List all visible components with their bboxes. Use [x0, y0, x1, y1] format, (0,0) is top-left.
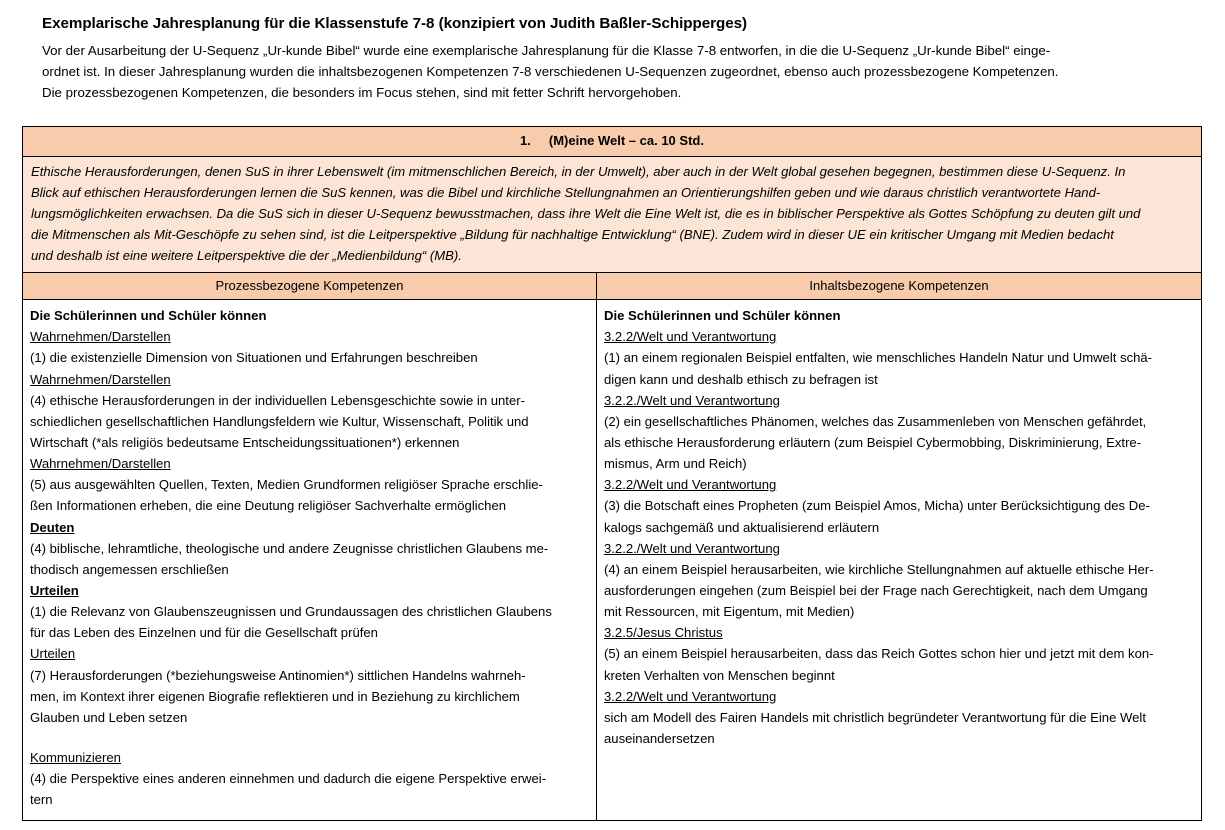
unit-number: 1. [520, 133, 531, 148]
competency-line: (4) biblische, lehramtliche, theologische und andere Zeugnisse christlichen Glaubens me- [30, 540, 549, 556]
column-lead-text: Die Schülerinnen und Schüler können [604, 308, 841, 324]
inhaltsbezogene-entry-list [604, 326, 1194, 749]
prozess-competency-heading [30, 643, 589, 664]
column-header-row [23, 273, 1201, 301]
competency-heading-text: 3.2.2/Welt und Verantwortung [604, 688, 777, 704]
unit-table [22, 126, 1202, 821]
competency-line: als ethische Herausforderung erläutern (zum Beispiel Cybermobbing, Diskriminierung, Extre- [604, 435, 1142, 451]
column-header-inhaltsbezogene: Inhaltsbezogene Kompetenzen [809, 277, 989, 293]
competency-line: (5) an einem Beispiel herausarbeiten, dass das Reich Gottes schon hier und jetzt mit dem kon- [604, 646, 1154, 662]
competency-heading-text: Wahrnehmen/Darstellen [30, 456, 171, 472]
competency-heading-text: 3.2.2/Welt und Verantwortung [604, 477, 777, 493]
unit-description [23, 157, 1201, 273]
competency-line: auseinandersetzen [604, 731, 715, 747]
competency-line: sich am Modell des Fairen Handels mit christlich begründeter Verantwortung für die Eine Welt [604, 709, 1146, 725]
competency-line: tern [30, 792, 53, 808]
competency-heading-text: 3.2.2/Welt und Verantwortung [604, 329, 777, 345]
prozess-competency-heading [30, 747, 589, 768]
intro-line: Die prozessbezogenen Kompetenzen, die besonders im Focus stehen, sind mit fetter Schrift hervorgehoben. [42, 85, 682, 101]
competency-heading-text: Urteilen [30, 583, 79, 599]
prozess-competency-heading [30, 517, 589, 538]
inhaltsbezogene-cell [597, 300, 1201, 820]
heading-block [0, 0, 1225, 103]
competency-line: (4) die Perspektive eines anderen einnehmen und dadurch die eigene Perspektive erwei- [30, 771, 547, 787]
prozessbezogene-cell [23, 300, 597, 820]
prozess-competency-heading [30, 580, 589, 601]
column-lead-text: Die Schülerinnen und Schüler können [30, 308, 267, 324]
competency-line: (4) ethische Herausforderungen in der individuellen Lebensgeschichte sowie in unter- [30, 392, 525, 408]
competency-body-row [23, 300, 1201, 820]
inhalt-competency-heading [604, 474, 1194, 495]
competency-line: thodisch angemessen erschließen [30, 561, 229, 577]
competency-heading-text: Kommunizieren [30, 750, 121, 766]
competency-line: Wirtschaft (*als religiös bedeutsame Entscheidungssituationen*) erkennen [30, 435, 460, 451]
competency-line: kalogs sachgemäß und aktualisierend erläutern [604, 519, 880, 535]
intro-line: ordnet ist. In dieser Jahresplanung wurden die inhaltsbezogenen Kompetenzen 7-8 verschiedenen U-Sequenzen zugeordnet, ebenso auch prozessbezogene Kompetenzen. [42, 63, 1059, 79]
competency-line: für das Leben des Einzelnen und für die Gesellschaft prüfen [30, 625, 378, 641]
description-line: lungsmöglichkeiten erwachsen. Da die SuS sich in dieser U-Sequenz bewusstmachen, dass ihre Welt die Eine Welt ist, die es in biblischer Perspektive als Gottes Schöpfung zu deuten gilt und [31, 206, 1141, 221]
intro-paragraph [42, 40, 1203, 104]
inhalt-competency-heading [604, 326, 1194, 347]
description-line: die Mitmenschen als Mit-Geschöpfe zu sehen sind, ist die Leitperspektive „Bildung für nachhaltige Entwicklung“ (BNE). Zudem wird in dieser UE ein kritischer Umgang mit Medien bedacht [31, 227, 1114, 243]
unit-title: (M)eine Welt – ca. 10 Std. [548, 133, 704, 148]
inhalt-competency-heading [604, 390, 1194, 411]
competency-line: mismus, Arm und Reich) [604, 456, 747, 472]
page-title: Exemplarische Jahresplanung für die Klassenstufe 7-8 (konzipiert von Judith Baßler-Schipperges) [42, 15, 748, 32]
prozessbezogene-entry-list [30, 326, 589, 810]
inhalt-competency-heading [604, 538, 1194, 559]
competency-line: ßen Informationen erheben, die eine Deutung religiöser Sachverhalte ermöglichen [30, 498, 507, 514]
competency-line: (5) aus ausgewählten Quellen, Texten, Medien Grundformen religiöser Sprache erschlie- [30, 477, 543, 493]
prozess-competency-heading [30, 453, 589, 474]
inhalt-competency-heading [604, 686, 1194, 707]
competency-line: digen kann und deshalb ethisch zu befragen ist [604, 371, 878, 387]
competency-heading-text: 3.2.5/Jesus Christus [604, 625, 723, 641]
prozess-competency-heading [30, 369, 589, 390]
competency-line: (4) an einem Beispiel herausarbeiten, wie kirchliche Stellungnahmen auf aktuelle ethische Her- [604, 561, 1154, 577]
competency-line: schiedlichen gesellschaftlichen Handlungsfeldern wie Kultur, Wissenschaft, Politik und [30, 413, 529, 429]
competency-heading-text: Urteilen [30, 646, 76, 662]
competency-line: (3) die Botschaft eines Propheten (zum Beispiel Amos, Micha) unter Berücksichtigung des De- [604, 498, 1150, 514]
unit-title-band [23, 127, 1201, 157]
competency-heading-text: Deuten [30, 519, 75, 535]
competency-line: men, im Kontext ihrer eigenen Biografie reflektieren und in Beziehung zu kirchlichem [30, 688, 520, 704]
competency-line: kreten Verhalten von Menschen beginnt [604, 667, 835, 683]
competency-heading-text: Wahrnehmen/Darstellen [30, 329, 171, 345]
competency-line: (1) die Relevanz von Glaubenszeugnissen und Grundaussagen des christlichen Glaubens [30, 604, 552, 620]
competency-heading-text: 3.2.2./Welt und Verantwortung [604, 540, 780, 556]
competency-heading-text: Wahrnehmen/Darstellen [30, 371, 171, 387]
competency-line: mit Ressourcen, mit Eigentum, mit Medien) [604, 604, 855, 620]
description-line: und deshalb ist eine weitere Leitperspektive die der „Medienbildung“ (MB). [31, 248, 462, 264]
competency-heading-text: 3.2.2./Welt und Verantwortung [604, 392, 780, 408]
column-header-prozessbezogene: Prozessbezogene Kompetenzen [23, 273, 597, 300]
prozess-competency-heading [30, 326, 589, 347]
competency-line: (2) ein gesellschaftliches Phänomen, welches das Zusammenleben von Menschen gefährdet, [604, 413, 1147, 429]
intro-line: Vor der Ausarbeitung der U-Sequenz „Ur-kunde Bibel“ wurde eine exemplarische Jahresplanung für die Klasse 7-8 entworfen, in die die U-Sequenz „Ur-kunde Bibel“ einge- [42, 42, 1051, 58]
inhalt-competency-heading [604, 622, 1194, 643]
competency-line: Glauben und Leben setzen [30, 709, 188, 725]
paragraph-spacer [30, 728, 589, 747]
competency-line: (1) an einem regionalen Beispiel entfalten, wie menschliches Handeln Natur und Umwelt schä- [604, 350, 1153, 366]
competency-line: (1) die existenzielle Dimension von Situationen und Erfahrungen beschreiben [30, 350, 478, 366]
description-line: Blick auf ethischen Herausforderungen lernen die SuS kennen, was die Bibel und kirchliche Stellungnahmen an Orientierungshilfen geben und wie daraus christlich verantwortete Hand- [31, 184, 1101, 200]
description-line: Ethische Herausforderungen, denen SuS in ihrer Lebenswelt (im mitmenschlichen Bereich, in der Umwelt), aber auch in der Welt global gesehen begegnen, bestimmen diese U-Sequenz. In [31, 163, 1126, 179]
competency-line: (7) Herausforderungen (*beziehungsweise Antinomien*) sittlichen Handelns wahrneh- [30, 667, 526, 683]
competency-line: ausforderungen eingehen (zum Beispiel bei der Frage nach Gerechtigkeit, nach dem Umgang [604, 583, 1148, 599]
